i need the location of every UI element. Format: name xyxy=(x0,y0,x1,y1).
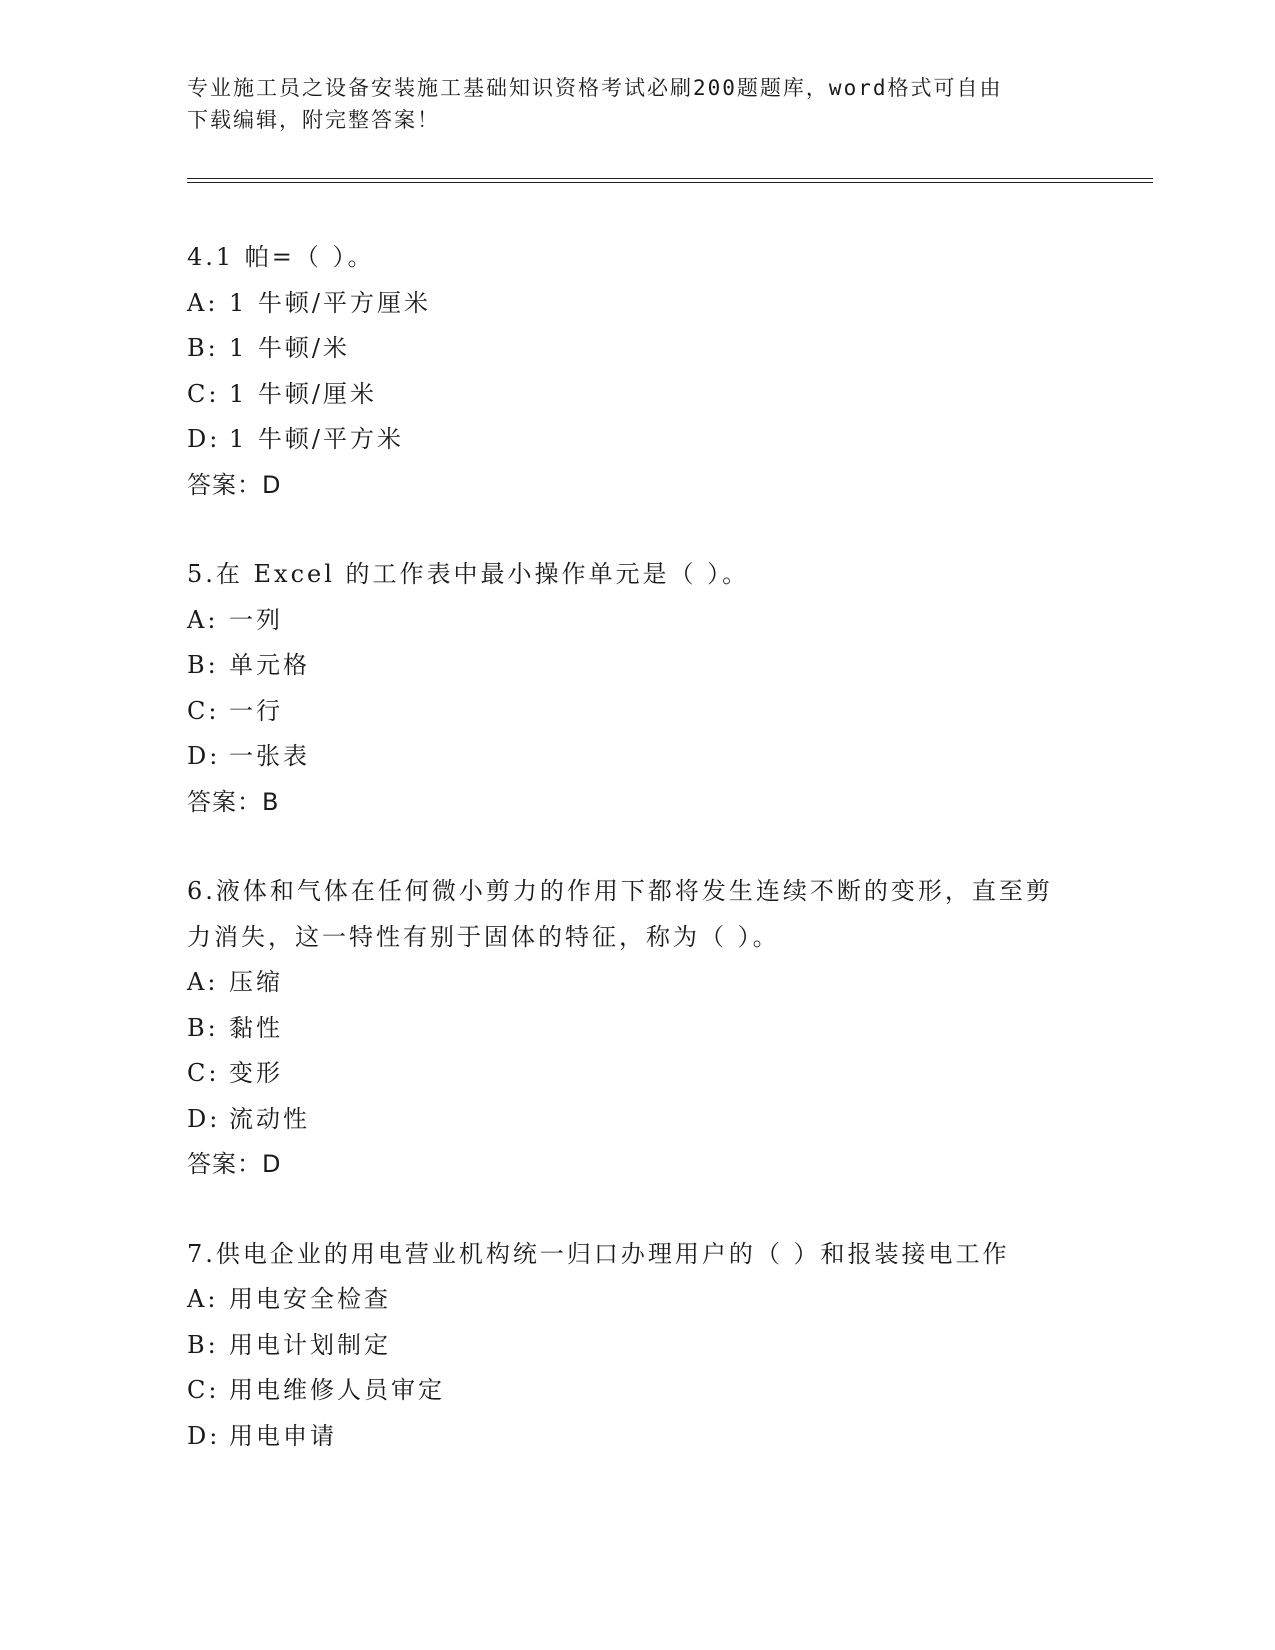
option-text: 用电计划制定 xyxy=(229,1330,391,1359)
question-item xyxy=(187,1232,1087,1460)
option-letter: A: xyxy=(187,605,219,634)
option-d xyxy=(187,1097,1087,1143)
question-stem: 6.液体和气体在任何微小剪力的作用下都将发生连续不断的变形，直至剪力消失，这一特性有别于固体的特征，称为（ ）。 xyxy=(187,877,1053,951)
option-text: 一列 xyxy=(229,605,283,634)
option-letter: C: xyxy=(187,1059,220,1087)
option-text: 单元格 xyxy=(229,651,310,679)
option-b xyxy=(187,1006,1087,1052)
option-letter: B: xyxy=(187,1013,219,1042)
option-text: 变形 xyxy=(229,1059,283,1087)
answer-line: 答案：B xyxy=(187,787,280,816)
option-letter: D: xyxy=(187,425,221,453)
option-text: 黏性 xyxy=(229,1013,283,1042)
option-text: 用电安全检查 xyxy=(229,1285,391,1313)
option-b xyxy=(187,326,1087,372)
option-letter: C: xyxy=(187,1376,220,1404)
option-text: 1 牛顿/米 xyxy=(229,334,350,362)
header-divider xyxy=(187,178,1153,183)
question-item xyxy=(187,869,1087,1188)
option-text: 用电申请 xyxy=(229,1421,337,1450)
option-letter: B: xyxy=(187,651,219,679)
option-letter: A: xyxy=(187,288,219,317)
option-d xyxy=(187,417,1087,463)
option-d xyxy=(187,1414,1087,1460)
option-text: 1 牛顿/厘米 xyxy=(229,379,377,408)
option-letter: C: xyxy=(187,379,220,408)
question-stem: 4.1 帕=（ ）。 xyxy=(187,243,375,271)
document-header xyxy=(187,72,1087,136)
option-text: 1 牛顿/平方米 xyxy=(229,425,404,453)
question-list xyxy=(187,235,1087,1503)
header-line-2: 下载编辑，附完整答案！ xyxy=(187,108,440,132)
option-b xyxy=(187,1323,1087,1369)
option-text: 流动性 xyxy=(229,1104,310,1133)
option-letter: B: xyxy=(187,1330,219,1359)
option-letter: A: xyxy=(187,968,219,996)
option-letter: D: xyxy=(187,1104,221,1133)
option-d xyxy=(187,734,1087,780)
option-b xyxy=(187,643,1087,689)
question-stem: 5.在 Excel 的工作表中最小操作单元是（ ）。 xyxy=(187,560,750,588)
option-a xyxy=(187,598,1087,644)
option-text: 1 牛顿/平方厘米 xyxy=(229,288,431,317)
option-a xyxy=(187,960,1087,1006)
question-stem: 7.供电企业的用电营业机构统一归口办理用户的（ ）和报装接电工作 xyxy=(187,1239,1010,1268)
answer-line: 答案：D xyxy=(187,1150,282,1178)
option-text: 用电维修人员审定 xyxy=(229,1376,445,1404)
header-line-1: 专业施工员之设备安装施工基础知识资格考试必刷200题题库，word格式可自由 xyxy=(187,76,1003,100)
option-letter: D: xyxy=(187,742,221,770)
answer-line: 答案：D xyxy=(187,470,282,499)
option-c xyxy=(187,1051,1087,1097)
option-c xyxy=(187,1368,1087,1414)
option-letter: C: xyxy=(187,696,220,725)
option-c xyxy=(187,372,1087,418)
option-text: 压缩 xyxy=(229,968,283,996)
question-item xyxy=(187,552,1087,825)
option-letter: B: xyxy=(187,334,219,362)
option-text: 一张表 xyxy=(229,742,310,770)
option-a xyxy=(187,281,1087,327)
option-letter: A: xyxy=(187,1285,219,1313)
option-a xyxy=(187,1277,1087,1323)
question-item xyxy=(187,235,1087,508)
option-c xyxy=(187,689,1087,735)
option-text: 一行 xyxy=(229,696,283,725)
option-letter: D: xyxy=(187,1421,221,1450)
